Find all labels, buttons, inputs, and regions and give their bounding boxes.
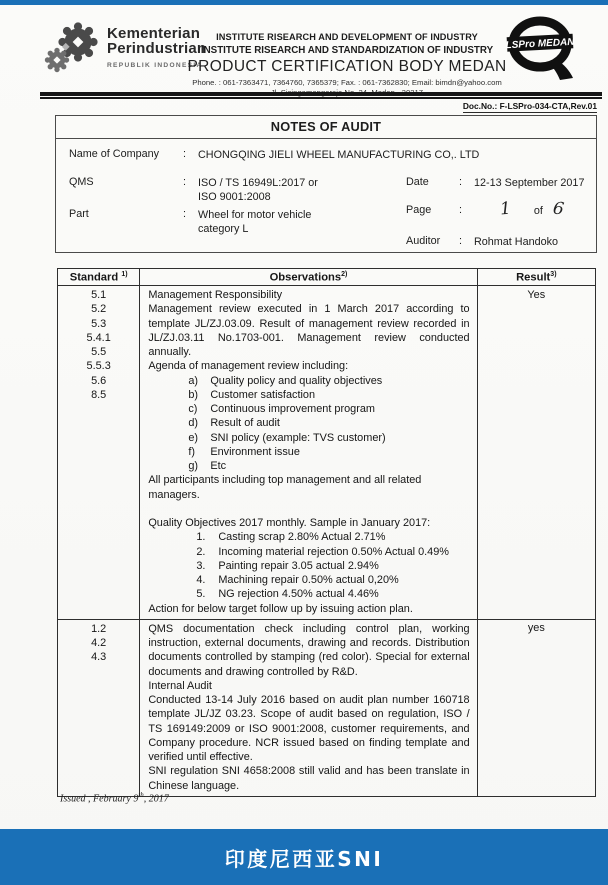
list-marker: 5.: [196, 588, 206, 601]
ministry-subtitle: REPUBLIK INDONESIA: [107, 62, 203, 69]
page-of-label: of: [533, 205, 543, 217]
part-value-line1: Wheel for motor vehicle: [198, 209, 312, 221]
page-label: Page: [406, 204, 432, 216]
observation-line: Agenda of management review including:: [148, 360, 349, 373]
colon: :: [459, 235, 462, 247]
list-text: Casting scrap 2.80% Actual 2.71%: [218, 531, 386, 544]
field-page: [406, 198, 566, 220]
observation-line: All participants including top management and all related managers.: [148, 474, 422, 501]
colon: :: [459, 176, 462, 188]
standard-number: 4.3: [91, 651, 107, 664]
standard-number: 8.5: [91, 388, 107, 401]
observation-para: QMS documentation check including control plan, working instruction, external documents, drawing and records. Distribution documents controlled by stamping (red color). Special for external documents and drawing controlled by R&D.: [148, 622, 470, 678]
observation-list-item: [148, 545, 469, 559]
field-company: [69, 148, 479, 162]
list-marker: 1.: [196, 531, 206, 544]
observation-list-item: [148, 587, 469, 601]
qms-value: [198, 176, 318, 204]
result-cell: [477, 286, 595, 620]
certification-body-name: PRODUCT CERTIFICATION BODY MEDAN: [187, 57, 507, 75]
list-text: Painting repair 3.05 actual 2.94%: [218, 559, 379, 572]
table-row: [58, 286, 596, 620]
issued-ordinal: th: [138, 791, 144, 799]
result-cell: [477, 619, 595, 796]
observation-para: SNI regulation SNI 4658:2008 still valid and has been translate in Chinese language.: [148, 765, 470, 792]
table-row: [58, 619, 596, 796]
page-title: NOTES OF AUDIT: [56, 116, 596, 139]
company-value: CHONGQING JIELI WHEEL MANUFACTURING CO,. LTD: [198, 149, 480, 161]
field-date: [406, 176, 584, 190]
observation-list-item: [148, 388, 469, 402]
standard-footnote-ref: 1): [121, 270, 128, 278]
observation-list-item: [148, 402, 469, 416]
issued-year: , 2017: [143, 793, 169, 805]
page-total-handwritten: 6: [551, 198, 566, 220]
list-text: Etc: [210, 460, 227, 473]
standard-number: 5.3: [91, 317, 107, 330]
company-label: Name of Company: [69, 148, 160, 160]
standard-number: 5.6: [91, 374, 107, 387]
observation-list-item: [148, 445, 469, 459]
list-marker: d): [188, 417, 198, 430]
observation-list-item: [148, 559, 469, 573]
observation-para: Management review executed in 1 March 2017 according to template JL/ZJ.03.09. Result of management review recorded in JL/ZJ.03.11 No.1703-001. Management review conducted annually.: [148, 303, 470, 359]
observations-cell: [140, 619, 477, 796]
list-marker: c): [188, 403, 198, 416]
lspro-medan-logo-icon: [502, 14, 582, 88]
observation-line: Internal Audit: [148, 679, 212, 692]
standard-cell: [58, 619, 140, 796]
standard-number: 5.2: [91, 303, 107, 316]
observations-cell: [140, 286, 477, 620]
list-marker: g): [188, 460, 198, 473]
part-label: Part: [69, 208, 89, 220]
list-marker: f): [188, 445, 195, 458]
banner-title: 印度尼西亚SNI: [224, 846, 384, 871]
colon: :: [183, 208, 186, 220]
list-text: Customer satisfaction: [210, 388, 316, 401]
observation-list-item: [148, 431, 469, 445]
field-auditor: [406, 235, 558, 249]
ministry-gears-icon: [44, 20, 104, 74]
page-current-handwritten: 1: [499, 198, 512, 220]
list-text: Continuous improvement program: [210, 403, 375, 416]
colon: :: [459, 204, 462, 216]
list-marker: a): [188, 374, 198, 387]
audit-table-body: [58, 286, 596, 797]
page-value: [474, 198, 566, 220]
list-text: Quality policy and quality objectives: [210, 374, 383, 387]
part-value-line2: category L: [198, 223, 249, 235]
date-label: Date: [406, 176, 429, 188]
issued-date-note: [60, 791, 169, 804]
observations-footnote-ref: 2): [341, 270, 348, 278]
standard-number: 5.5: [91, 346, 107, 359]
list-text: Environment issue: [210, 445, 300, 458]
observation-para: Conducted 13-14 July 2016 based on audit plan number 160718 template JL/JZ 03.23. Scope of audit based on regulation, ISO / TS 169149:2009 or ISO 9001:2008, customer requirements, and Company procedure. NCR issued based on finding template and verified until effective.: [148, 694, 470, 764]
document-page: [0, 5, 608, 880]
institute-line2: INSTITUTE RISEARCH AND STANDARDIZATION OF INDUSTRY: [200, 44, 494, 56]
field-qms: [69, 176, 318, 204]
part-value: [198, 208, 311, 236]
auditor-value: Rohmat Handoko: [474, 236, 559, 248]
standard-number: 5.5.3: [86, 360, 111, 373]
spacer: [148, 502, 469, 516]
qms-value-line1: ISO / TS 16949L:2017 or: [198, 177, 318, 189]
standard-cell: [58, 286, 140, 620]
column-header-standard: Standard $^{1)}$: [58, 269, 140, 286]
field-part: [69, 208, 311, 236]
list-text: SNI policy (example: TVS customer): [210, 431, 386, 444]
institute-line1: INSTITUTE RISEARCH AND DEVELOPMENT OF INDUSTRY: [216, 32, 478, 42]
list-text: Machining repair 0.50% actual 0,20%: [218, 574, 399, 587]
audit-table: [57, 268, 596, 797]
observation-list-item: [148, 530, 469, 544]
table-header-row: [58, 269, 596, 286]
colon: :: [183, 148, 186, 160]
column-header-result: Result$^{3)}$: [477, 269, 595, 286]
result-footnote-ref: 3): [550, 270, 557, 278]
list-text: NG rejection 4.50% actual 4.46%: [218, 588, 379, 601]
lspro-logo-label: LSPro MEDAN: [505, 36, 575, 52]
list-text: Result of audit: [210, 417, 280, 430]
observation-list-item: [148, 416, 469, 430]
issued-text: Issued , February 9: [60, 793, 139, 805]
auditor-label: Auditor: [406, 235, 441, 247]
column-header-observations: Observations$^{2)}$: [140, 269, 477, 286]
ministry-name-line2: Perindustrian: [107, 40, 207, 57]
list-text: Incoming material rejection 0.50% Actual 0.49%: [218, 545, 449, 558]
colon: :: [183, 176, 186, 188]
list-marker: b): [188, 388, 198, 401]
observation-list-item: [148, 374, 469, 388]
observation-list-item: [148, 573, 469, 587]
audit-info-box: [55, 115, 597, 253]
qms-value-line2: ISO 9001:2008: [198, 191, 271, 203]
result-value: Yes: [527, 288, 546, 301]
standard-number: 1.2: [91, 622, 107, 635]
contact-line: Phone. : 061-7363471, 7364760, 7365379; Fax. : 061-7362830; Email: bimdn@yahoo.com: [192, 78, 502, 87]
list-marker: 4.: [196, 574, 206, 587]
list-marker: 2.: [196, 545, 206, 558]
observation-line: Quality Objectives 2017 monthly. Sample in January 2017:: [148, 517, 431, 530]
list-marker: 3.: [196, 559, 206, 572]
ministry-name-line1: Kementerian: [107, 25, 201, 42]
standard-number: 5.1: [91, 289, 107, 302]
result-value: yes: [527, 622, 545, 635]
list-marker: e): [188, 431, 198, 444]
doc-number: Doc.No.: F-LSPro-034-CTA,Rev.01: [462, 101, 597, 111]
standard-number: 4.2: [91, 637, 107, 650]
standard-number: 5.4.1: [86, 331, 111, 344]
observation-line: Action for below target follow up by issuing action plan.: [148, 602, 413, 615]
qms-label: QMS: [69, 176, 94, 188]
observation-line: Management Responsibility: [148, 289, 283, 302]
date-value: 12-13 September 2017: [474, 177, 585, 189]
bottom-banner: [0, 829, 608, 885]
institute-header-block: [158, 32, 536, 97]
observation-list-item: [148, 459, 469, 473]
header-divider: [40, 92, 602, 99]
